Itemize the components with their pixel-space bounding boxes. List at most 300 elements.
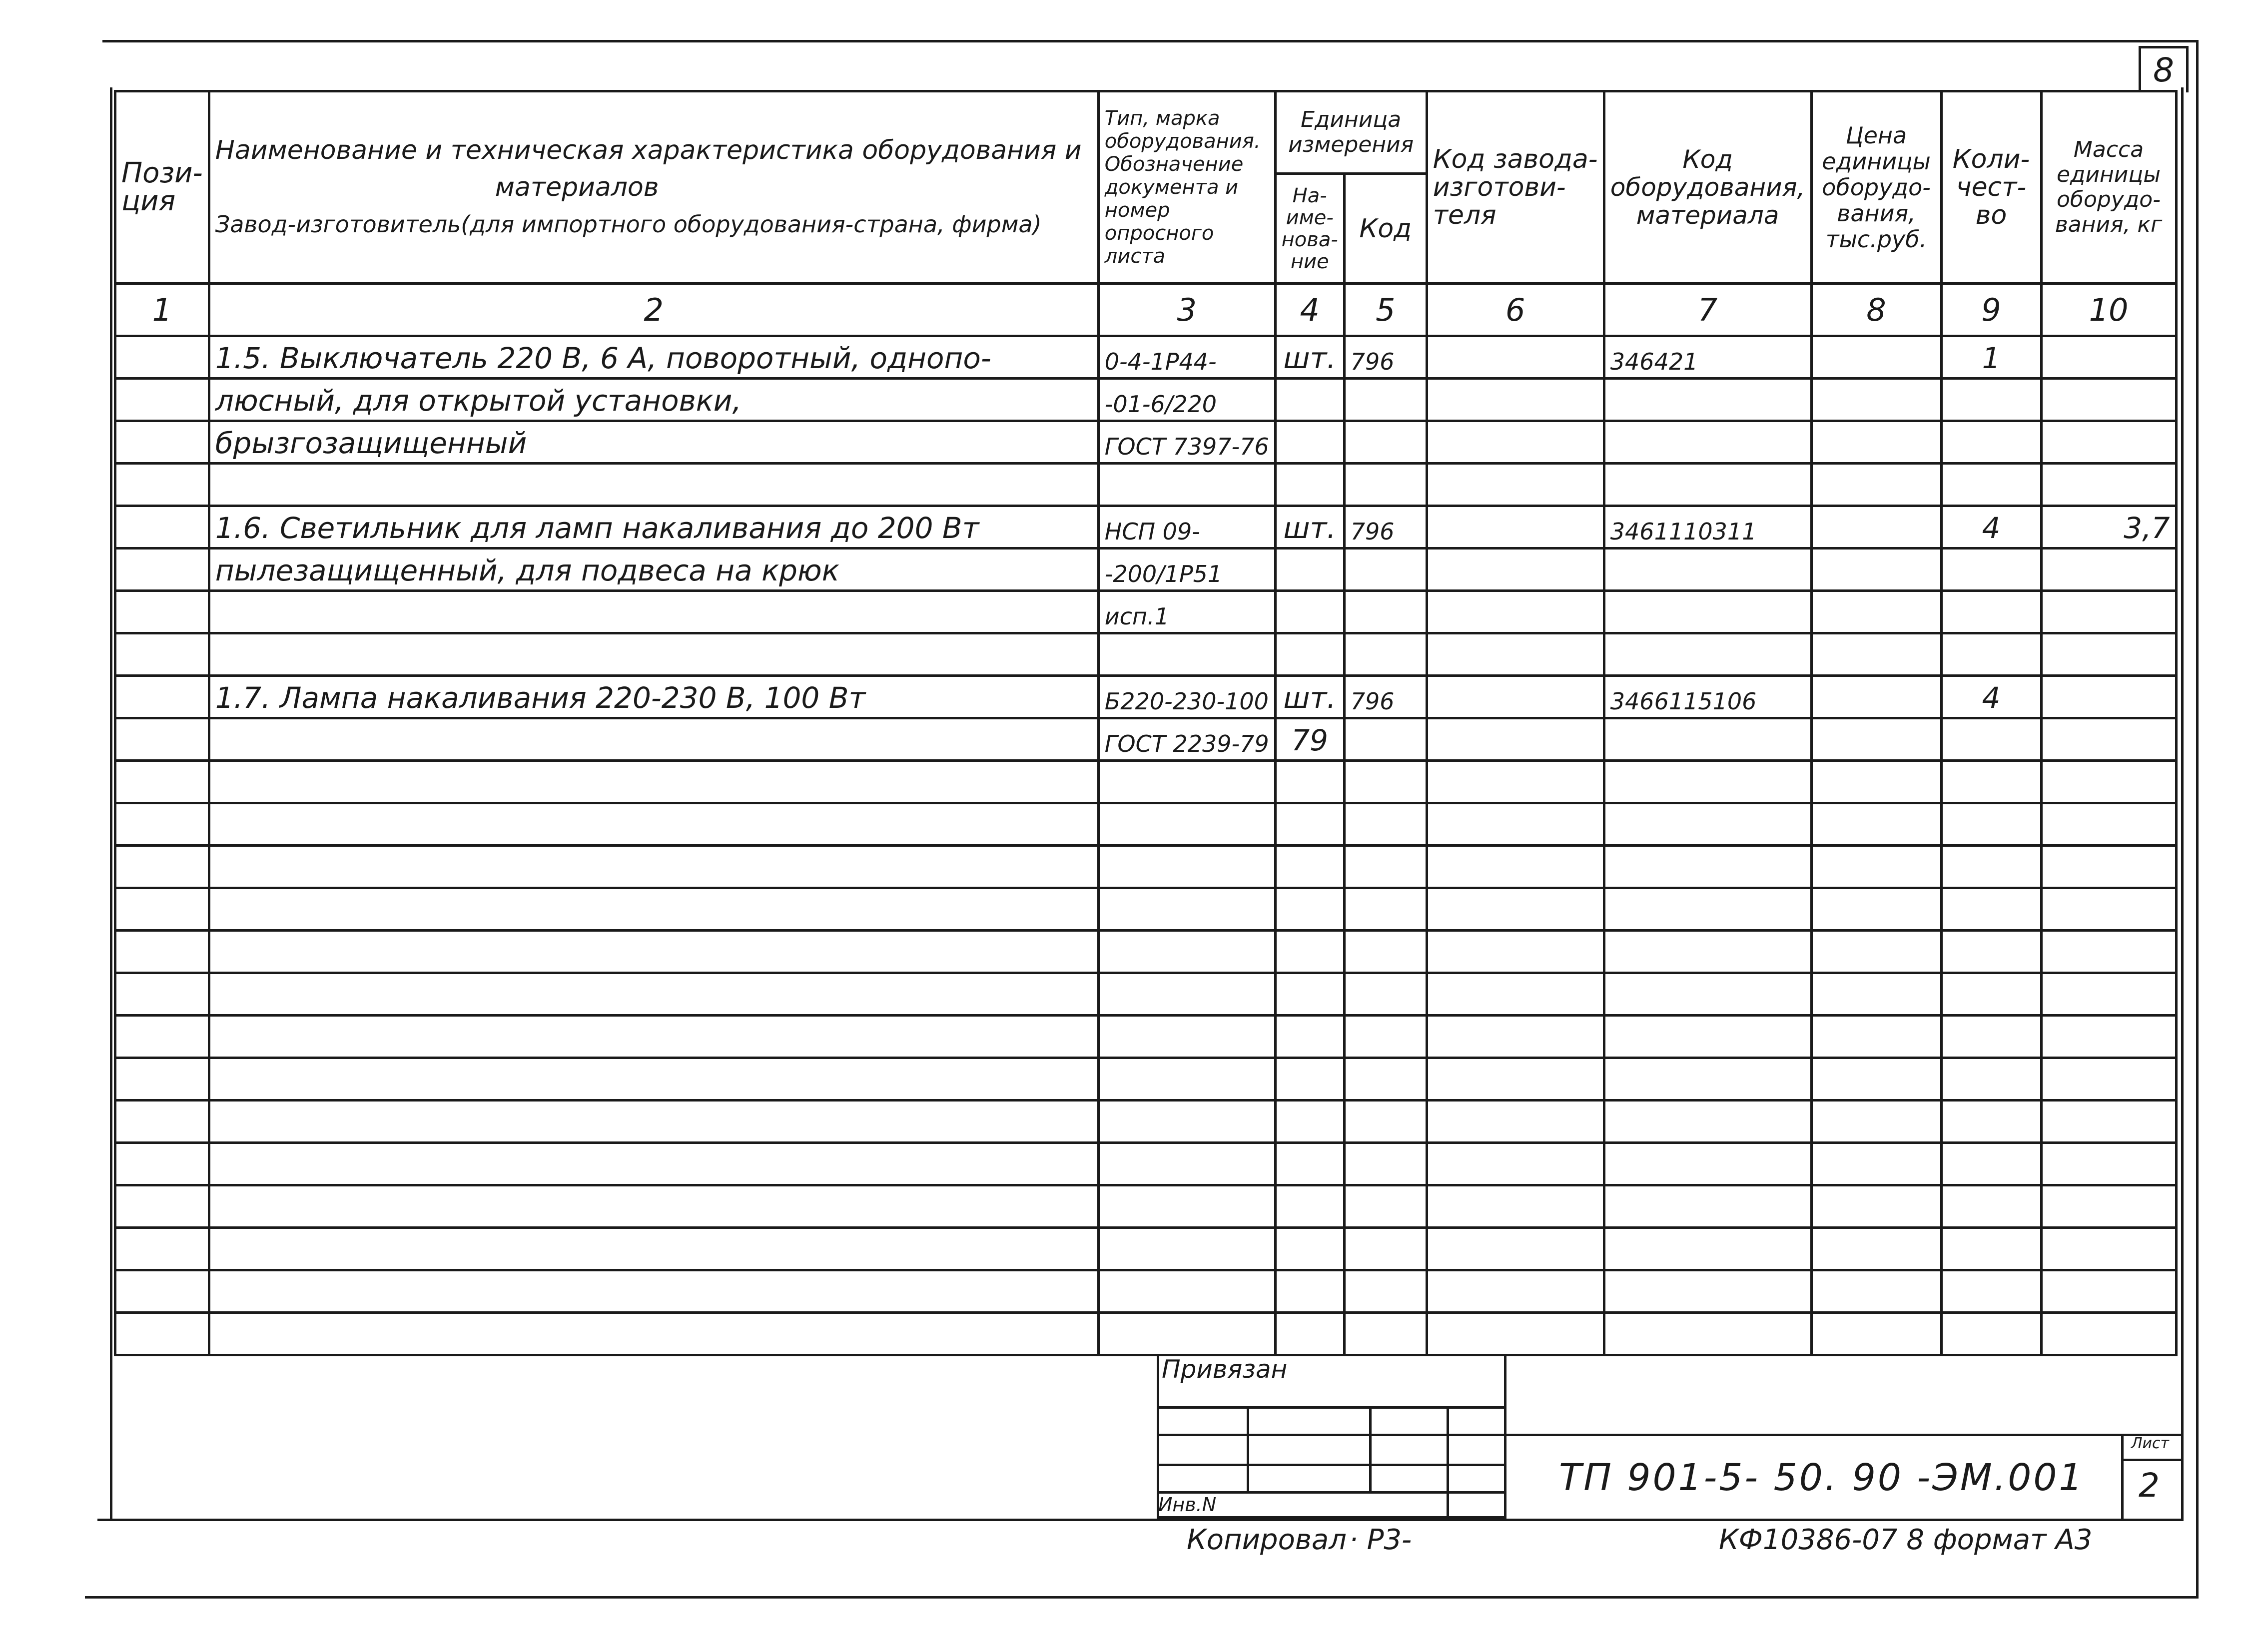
cell-mass xyxy=(2041,676,2176,718)
cell-factory xyxy=(1427,591,1604,633)
cell-factory xyxy=(1427,379,1604,421)
column-number: 10 xyxy=(2041,284,2176,336)
table-header-row xyxy=(115,91,2177,174)
cell-code xyxy=(1344,591,1427,633)
table-row xyxy=(115,931,2177,973)
inner-frame-bottom xyxy=(97,1519,2184,1521)
cell-equip xyxy=(1604,1185,1811,1228)
cell-factory xyxy=(1427,803,1604,846)
cell-qty xyxy=(1941,1101,2041,1143)
cell-unit xyxy=(1275,379,1344,421)
cell-name xyxy=(209,1313,1098,1355)
table-row xyxy=(115,718,2177,761)
cell-unit xyxy=(1275,888,1344,931)
cell-code: 796 xyxy=(1344,506,1427,549)
cell-name xyxy=(209,803,1098,846)
table-row xyxy=(115,1143,2177,1185)
cell-equip xyxy=(1604,761,1811,803)
table-row xyxy=(115,676,2177,718)
cell-factory xyxy=(1427,1228,1604,1270)
cell-qty xyxy=(1941,803,2041,846)
cell-code xyxy=(1344,888,1427,931)
cell-factory xyxy=(1427,888,1604,931)
cell-code xyxy=(1344,931,1427,973)
cell-unit xyxy=(1275,464,1344,506)
cell-qty xyxy=(1941,1313,2041,1355)
cell-unit xyxy=(1275,803,1344,846)
cell-name xyxy=(209,1058,1098,1101)
header-type: Тип, марка оборудования. Обозначение документа и номер опросного листа xyxy=(1098,91,1275,284)
cell-equip xyxy=(1604,379,1811,421)
cell-mass xyxy=(2041,973,2176,1016)
column-number: 2 xyxy=(209,284,1098,336)
cell-code xyxy=(1344,1101,1427,1143)
cell-type xyxy=(1098,1313,1275,1355)
stamp-divider xyxy=(1369,1406,1372,1491)
cell-pos xyxy=(115,1058,209,1101)
cell-price xyxy=(1811,803,1941,846)
cell-unit xyxy=(1275,1185,1344,1228)
cell-factory xyxy=(1427,1270,1604,1313)
cell-equip xyxy=(1604,421,1811,464)
cell-equip xyxy=(1604,1270,1811,1313)
cell-unit xyxy=(1275,1016,1344,1058)
cell-mass xyxy=(2041,888,2176,931)
cell-unit xyxy=(1275,761,1344,803)
cell-equip: 3461110311 xyxy=(1604,506,1811,549)
cell-type xyxy=(1098,846,1275,888)
cell-pos xyxy=(115,676,209,718)
cell-mass xyxy=(2041,1143,2176,1185)
sheet-corner-number: 8 xyxy=(2153,51,2174,89)
cell-name xyxy=(209,1101,1098,1143)
cell-price xyxy=(1811,591,1941,633)
table-row xyxy=(115,1185,2177,1228)
cell-pos xyxy=(115,1185,209,1228)
cell-qty xyxy=(1941,549,2041,591)
header-unit-name: На-име-нова-ние xyxy=(1275,174,1344,284)
title-block-top xyxy=(1501,1434,2184,1436)
footer-copied-label: Копировал xyxy=(1187,1524,1347,1556)
header-factory-code: Код завода-изготови-теля xyxy=(1427,91,1604,284)
cell-code xyxy=(1344,549,1427,591)
stamp-line xyxy=(1157,1434,1504,1436)
cell-mass xyxy=(2041,591,2176,633)
cell-pos xyxy=(115,1101,209,1143)
header-mass: Масса единицы оборудо-вания, кг xyxy=(2041,91,2176,284)
cell-mass xyxy=(2041,931,2176,973)
cell-mass xyxy=(2041,633,2176,676)
cell-factory xyxy=(1427,973,1604,1016)
cell-name: 1.6. Светильник для ламп накаливания до 200 Вт xyxy=(209,506,1098,549)
cell-type: исп.1 xyxy=(1098,591,1275,633)
cell-qty: 4 xyxy=(1941,676,2041,718)
cell-unit xyxy=(1275,1313,1344,1355)
cell-type xyxy=(1098,1058,1275,1101)
cell-unit: шт. xyxy=(1275,506,1344,549)
cell-code xyxy=(1344,718,1427,761)
cell-qty xyxy=(1941,718,2041,761)
cell-equip xyxy=(1604,1058,1811,1101)
cell-mass xyxy=(2041,1058,2176,1101)
cell-mass xyxy=(2041,761,2176,803)
table-row xyxy=(115,379,2177,421)
cell-code: 796 xyxy=(1344,336,1427,379)
cell-unit xyxy=(1275,633,1344,676)
cell-pos xyxy=(115,1143,209,1185)
cell-factory xyxy=(1427,718,1604,761)
cell-name: 1.5. Выключатель 220 В, 6 А, поворотный, однопо- xyxy=(209,336,1098,379)
cell-pos xyxy=(115,1270,209,1313)
cell-price xyxy=(1811,761,1941,803)
cell-type: -200/1Р51 xyxy=(1098,549,1275,591)
cell-mass xyxy=(2041,464,2176,506)
cell-factory xyxy=(1427,506,1604,549)
cell-factory xyxy=(1427,633,1604,676)
cell-code xyxy=(1344,1143,1427,1185)
cell-type xyxy=(1098,931,1275,973)
cell-qty xyxy=(1941,888,2041,931)
sheet-label: Лист xyxy=(2131,1435,2170,1452)
column-number: 9 xyxy=(1941,284,2041,336)
cell-pos xyxy=(115,421,209,464)
cell-mass xyxy=(2041,1270,2176,1313)
table-row xyxy=(115,633,2177,676)
cell-code xyxy=(1344,1270,1427,1313)
cell-code xyxy=(1344,973,1427,1016)
cell-price xyxy=(1811,1185,1941,1228)
cell-pos xyxy=(115,803,209,846)
frame-bottom-line xyxy=(85,1596,2199,1599)
cell-equip xyxy=(1604,973,1811,1016)
cell-name xyxy=(209,931,1098,973)
cell-mass xyxy=(2041,421,2176,464)
table-row xyxy=(115,1270,2177,1313)
table-row xyxy=(115,421,2177,464)
cell-price xyxy=(1811,676,1941,718)
cell-unit: шт. xyxy=(1275,676,1344,718)
header-unit-code: Код xyxy=(1344,174,1427,284)
cell-code xyxy=(1344,1185,1427,1228)
cell-unit xyxy=(1275,1270,1344,1313)
inner-frame-left xyxy=(110,87,112,1521)
cell-unit xyxy=(1275,421,1344,464)
cell-qty xyxy=(1941,973,2041,1016)
column-number: 7 xyxy=(1604,284,1811,336)
frame-top-line xyxy=(102,40,2199,42)
cell-mass xyxy=(2041,846,2176,888)
column-number: 5 xyxy=(1344,284,1427,336)
cell-name xyxy=(209,1143,1098,1185)
cell-price xyxy=(1811,336,1941,379)
cell-price xyxy=(1811,1016,1941,1058)
cell-price xyxy=(1811,1101,1941,1143)
cell-pos xyxy=(115,464,209,506)
cell-qty xyxy=(1941,591,2041,633)
cell-code xyxy=(1344,421,1427,464)
stamp-divider xyxy=(1247,1406,1249,1491)
cell-price xyxy=(1811,379,1941,421)
frame-right-line xyxy=(2196,40,2199,1599)
cell-equip xyxy=(1604,1016,1811,1058)
cell-type xyxy=(1098,1185,1275,1228)
cell-name xyxy=(209,718,1098,761)
cell-type xyxy=(1098,464,1275,506)
cell-qty xyxy=(1941,1228,2041,1270)
cell-mass xyxy=(2041,336,2176,379)
cell-unit: 79 xyxy=(1275,718,1344,761)
sheet-number-divider xyxy=(2121,1459,2181,1461)
cell-name: 1.7. Лампа накаливания 220-230 В, 100 Вт xyxy=(209,676,1098,718)
cell-equip xyxy=(1604,1101,1811,1143)
cell-unit xyxy=(1275,591,1344,633)
cell-factory xyxy=(1427,1313,1604,1355)
cell-equip xyxy=(1604,718,1811,761)
cell-code xyxy=(1344,1016,1427,1058)
cell-equip: 3466115106 xyxy=(1604,676,1811,718)
cell-type: -01-6/220 xyxy=(1098,379,1275,421)
cell-pos xyxy=(115,1313,209,1355)
cell-equip xyxy=(1604,888,1811,931)
cell-code xyxy=(1344,1058,1427,1101)
cell-factory xyxy=(1427,336,1604,379)
stamp-line xyxy=(1157,1464,1504,1466)
inner-frame-right xyxy=(2181,87,2184,1521)
stamp-divider xyxy=(1447,1406,1449,1516)
cell-name xyxy=(209,1270,1098,1313)
cell-unit xyxy=(1275,973,1344,1016)
cell-qty xyxy=(1941,1270,2041,1313)
specification-table xyxy=(114,90,2178,1356)
cell-type xyxy=(1098,973,1275,1016)
cell-mass xyxy=(2041,1313,2176,1355)
header-price: Цена единицы оборудо-вания, тыс.руб. xyxy=(1811,91,1941,284)
cell-price xyxy=(1811,1143,1941,1185)
cell-price xyxy=(1811,633,1941,676)
cell-qty xyxy=(1941,1016,2041,1058)
column-number: 4 xyxy=(1275,284,1344,336)
header-name-line2: материалов xyxy=(495,172,659,202)
cell-price xyxy=(1811,421,1941,464)
table-row xyxy=(115,761,2177,803)
cell-pos xyxy=(115,973,209,1016)
header-equipment-code: Код оборудования, материала xyxy=(1604,91,1811,284)
cell-price xyxy=(1811,888,1941,931)
stamp-line xyxy=(1157,1406,1504,1409)
cell-factory xyxy=(1427,676,1604,718)
table-row xyxy=(115,1228,2177,1270)
cell-unit xyxy=(1275,846,1344,888)
cell-name xyxy=(209,973,1098,1016)
cell-pos xyxy=(115,506,209,549)
header-position: Пози-ция xyxy=(115,91,209,284)
cell-factory xyxy=(1427,1101,1604,1143)
table-row xyxy=(115,1313,2177,1355)
cell-pos xyxy=(115,1228,209,1270)
table-row xyxy=(115,506,2177,549)
footer-format: КФ10386-07 8 формат А3 xyxy=(1719,1524,2093,1556)
cell-factory xyxy=(1427,1058,1604,1101)
cell-pos xyxy=(115,379,209,421)
cell-code xyxy=(1344,379,1427,421)
header-name-line1: Наименование и техническая характеристика оборудования и xyxy=(215,135,1082,165)
cell-type: НСП 09- xyxy=(1098,506,1275,549)
header-quantity: Коли-чест-во xyxy=(1941,91,2041,284)
cell-unit xyxy=(1275,1143,1344,1185)
cell-price xyxy=(1811,506,1941,549)
cell-factory xyxy=(1427,846,1604,888)
cell-qty xyxy=(1941,379,2041,421)
cell-price xyxy=(1811,1270,1941,1313)
header-name-line3: Завод-изготовитель(для импортного оборудования-страна, фирма) xyxy=(215,211,1042,238)
cell-equip xyxy=(1604,1143,1811,1185)
cell-equip xyxy=(1604,931,1811,973)
cell-pos xyxy=(115,718,209,761)
table-row xyxy=(115,1058,2177,1101)
cell-type: ГОСТ 2239-79 xyxy=(1098,718,1275,761)
cell-name: люсный, для открытой установки, xyxy=(209,379,1098,421)
cell-equip xyxy=(1604,1313,1811,1355)
cell-pos xyxy=(115,888,209,931)
cell-qty: 4 xyxy=(1941,506,2041,549)
cell-price xyxy=(1811,1313,1941,1355)
cell-unit xyxy=(1275,1058,1344,1101)
cell-equip xyxy=(1604,633,1811,676)
cell-mass xyxy=(2041,803,2176,846)
cell-factory xyxy=(1427,761,1604,803)
cell-equip xyxy=(1604,464,1811,506)
cell-factory xyxy=(1427,931,1604,973)
cell-price xyxy=(1811,846,1941,888)
cell-unit: шт. xyxy=(1275,336,1344,379)
cell-type xyxy=(1098,1270,1275,1313)
cell-code xyxy=(1344,1313,1427,1355)
table-row xyxy=(115,464,2177,506)
cell-pos xyxy=(115,761,209,803)
footer-copied-sign: · Р3- xyxy=(1349,1524,1412,1556)
cell-mass: 3,7 xyxy=(2041,506,2176,549)
cell-price xyxy=(1811,1228,1941,1270)
cell-mass xyxy=(2041,1228,2176,1270)
cell-name xyxy=(209,1228,1098,1270)
cell-unit xyxy=(1275,1228,1344,1270)
cell-factory xyxy=(1427,549,1604,591)
cell-mass xyxy=(2041,549,2176,591)
cell-code xyxy=(1344,464,1427,506)
cell-name xyxy=(209,1185,1098,1228)
column-number: 6 xyxy=(1427,284,1604,336)
cell-qty: 1 xyxy=(1941,336,2041,379)
table-row xyxy=(115,336,2177,379)
cell-code: 796 xyxy=(1344,676,1427,718)
cell-price xyxy=(1811,973,1941,1016)
cell-type: ГОСТ 7397-76 xyxy=(1098,421,1275,464)
table-row xyxy=(115,973,2177,1016)
cell-qty xyxy=(1941,761,2041,803)
table-row xyxy=(115,803,2177,846)
column-number: 8 xyxy=(1811,284,1941,336)
cell-name: пылезащищенный, для подвеса на крюк xyxy=(209,549,1098,591)
cell-type xyxy=(1098,888,1275,931)
table-row xyxy=(115,549,2177,591)
cell-type xyxy=(1098,803,1275,846)
cell-equip xyxy=(1604,591,1811,633)
table-row xyxy=(115,591,2177,633)
cell-type: 0-4-1Р44- xyxy=(1098,336,1275,379)
stamp-inv-label: Инв.N xyxy=(1158,1494,1217,1516)
cell-type xyxy=(1098,1101,1275,1143)
sheet-corner-box xyxy=(2139,46,2189,92)
cell-mass xyxy=(2041,379,2176,421)
cell-equip xyxy=(1604,846,1811,888)
cell-name xyxy=(209,591,1098,633)
cell-pos xyxy=(115,591,209,633)
cell-qty xyxy=(1941,464,2041,506)
cell-factory xyxy=(1427,1185,1604,1228)
cell-factory xyxy=(1427,1016,1604,1058)
cell-name xyxy=(209,1016,1098,1058)
cell-mass xyxy=(2041,1101,2176,1143)
cell-name xyxy=(209,846,1098,888)
header-name xyxy=(209,91,1098,284)
cell-pos xyxy=(115,931,209,973)
cell-type xyxy=(1098,1143,1275,1185)
cell-factory xyxy=(1427,1143,1604,1185)
cell-code xyxy=(1344,1228,1427,1270)
cell-qty xyxy=(1941,1185,2041,1228)
cell-type xyxy=(1098,1016,1275,1058)
cell-code xyxy=(1344,633,1427,676)
table-row xyxy=(115,1016,2177,1058)
cell-equip xyxy=(1604,803,1811,846)
sheet-number: 2 xyxy=(2139,1466,2160,1505)
cell-type xyxy=(1098,1228,1275,1270)
cell-qty xyxy=(1941,421,2041,464)
cell-pos xyxy=(115,336,209,379)
cell-unit xyxy=(1275,1101,1344,1143)
cell-pos xyxy=(115,549,209,591)
cell-qty xyxy=(1941,846,2041,888)
cell-factory xyxy=(1427,421,1604,464)
cell-name xyxy=(209,888,1098,931)
cell-code xyxy=(1344,846,1427,888)
cell-qty xyxy=(1941,1143,2041,1185)
column-number: 3 xyxy=(1098,284,1275,336)
cell-qty xyxy=(1941,931,2041,973)
cell-equip xyxy=(1604,1228,1811,1270)
cell-price xyxy=(1811,1058,1941,1101)
cell-mass xyxy=(2041,718,2176,761)
cell-mass xyxy=(2041,1185,2176,1228)
cell-mass xyxy=(2041,1016,2176,1058)
document-code: ТП 901-5- 50. 90 -ЭМ.001 xyxy=(1559,1456,2085,1499)
cell-qty xyxy=(1941,1058,2041,1101)
cell-name: брызгозащищенный xyxy=(209,421,1098,464)
cell-pos xyxy=(115,1016,209,1058)
cell-type: Б220-230-100 xyxy=(1098,676,1275,718)
column-number-row xyxy=(115,284,2177,336)
cell-pos xyxy=(115,846,209,888)
cell-equip xyxy=(1604,549,1811,591)
stamp-attached-label: Привязан xyxy=(1162,1355,1288,1384)
cell-price xyxy=(1811,718,1941,761)
cell-code xyxy=(1344,803,1427,846)
cell-factory xyxy=(1427,464,1604,506)
cell-type xyxy=(1098,633,1275,676)
cell-price xyxy=(1811,931,1941,973)
cell-unit xyxy=(1275,931,1344,973)
cell-price xyxy=(1811,549,1941,591)
